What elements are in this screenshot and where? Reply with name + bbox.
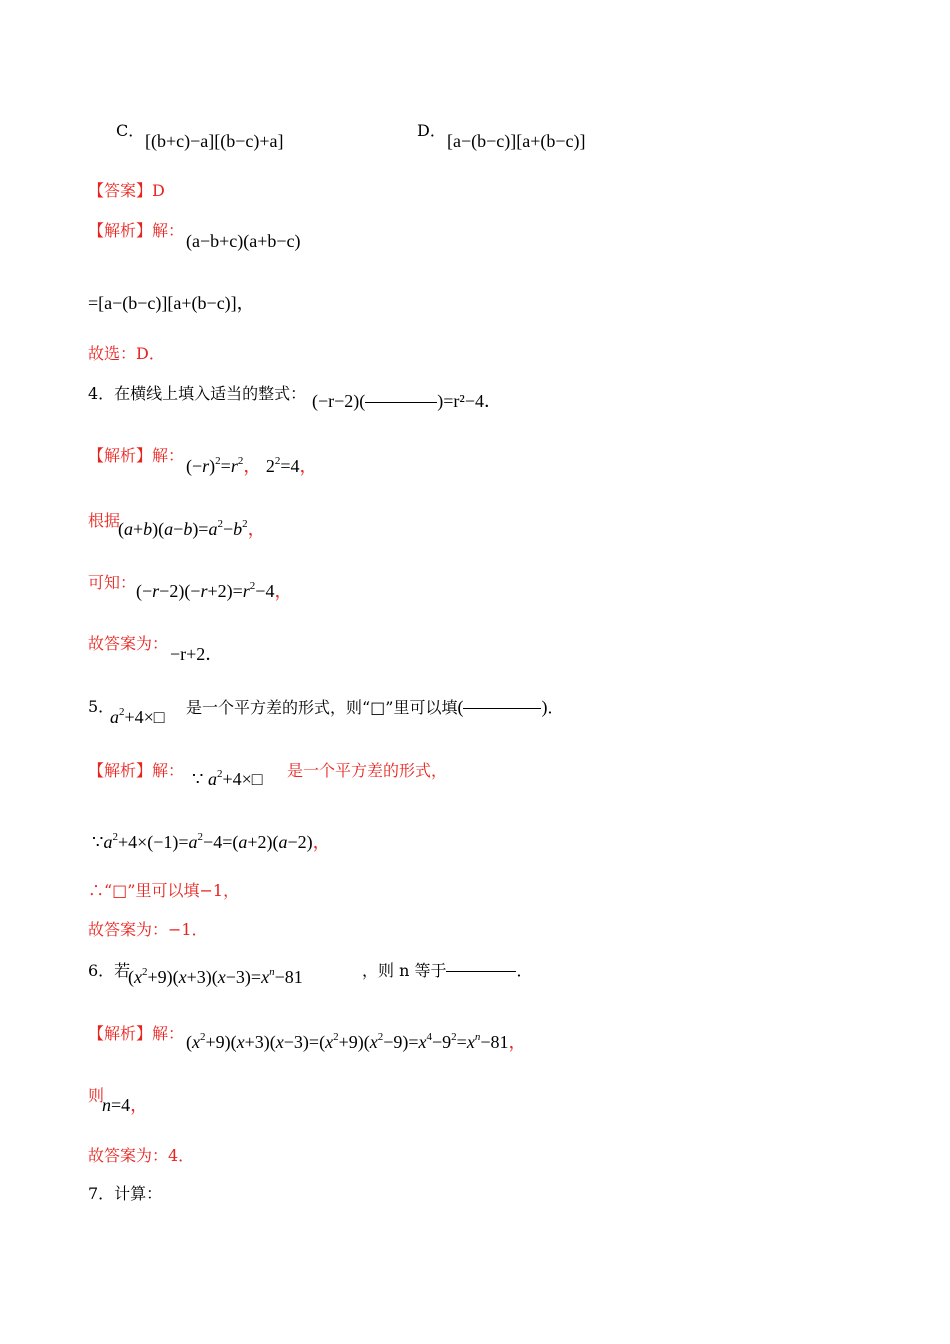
q5-analysis-expression: ∵ $a^2+4\times□$: [192, 768, 263, 789]
q4-basis-expression: $(a+b)(a-b)=a^2-b^2$，: [118, 518, 266, 539]
option-c-label: C．: [116, 121, 145, 140]
q6-stem-expression: $(x^2+9)(x+3)(x-3)=x^n-81$: [128, 966, 303, 987]
q6-analysis-expression: $(x^2+9)(x+3)(x-3)=(x^2+9)(x^2-9)=x^4-9^2=x^n-81$，: [186, 1031, 527, 1052]
q6-answer: 故答案为：4．: [88, 1146, 195, 1165]
q3-analysis-label: 【解析】解：: [88, 221, 185, 240]
q4-know-label: 可知：: [88, 573, 137, 592]
q4-know-expression: $(-r-2)(-r+2)=r^2-4$，: [136, 580, 293, 601]
q3-conclusion: 故选：D．: [88, 344, 165, 363]
q6-stem-text: ，则 n 等于 ．: [362, 961, 533, 980]
q5-stem-text: 是一个平方差的形式，则“□”里可以填( )．: [186, 697, 564, 717]
q6-number: 6．若: [88, 961, 131, 980]
q6-answer-blank: [446, 971, 516, 972]
q5-analysis-text: 是一个平方差的形式，: [287, 761, 448, 780]
option-c-expression: [(b+c)−a][(b−c)+a]: [145, 131, 284, 151]
q4-analysis-label: 【解析】解：: [88, 446, 185, 465]
q4-answer-blank: [365, 402, 437, 403]
q5-analysis-label: 【解析】解：: [88, 761, 185, 780]
q4-stem-expression: (−r−2)( )=r²−4．: [312, 391, 502, 411]
q3-answer: 【答案】D: [88, 181, 165, 200]
q5-answer-blank: [463, 708, 541, 709]
q5-answer: 故答案为：−1．: [88, 920, 208, 939]
q4-answer-label: 故答案为：: [88, 634, 169, 653]
q4-analysis-expression: $(-r)^2=r^2$， $2^2=4$，: [186, 455, 318, 476]
q3-analysis-expression: (a−b+c)(a+b−c): [186, 231, 301, 251]
q5-therefore: ∴“□”里可以填−1，: [88, 881, 240, 900]
q6-then-label: 则: [88, 1086, 105, 1105]
q4-stem: 4．在横线上填入适当的整式：: [88, 384, 307, 403]
q4-answer-expression: −r+2．: [170, 644, 224, 664]
q6-then-expression: n=4，: [102, 1095, 149, 1115]
q7-stem: 7．计算：: [88, 1184, 163, 1203]
q5-stem-expression: $a^2+4\times□$: [110, 706, 165, 727]
q3-step-expression: =[a−(b−c)][a+(b−c)]，: [88, 293, 255, 313]
q5-number: 5．: [88, 697, 115, 716]
option-d-label: D．: [417, 121, 446, 140]
q4-basis-label: 根据: [88, 511, 121, 530]
q5-step-expression: $\because a^2+4\times(-1)=a^2-4=(a+2)(a-2)$，: [92, 831, 331, 852]
q6-analysis-label: 【解析】解：: [88, 1024, 185, 1043]
option-d-expression: [a−(b−c)][a+(b−c)]: [447, 131, 586, 151]
